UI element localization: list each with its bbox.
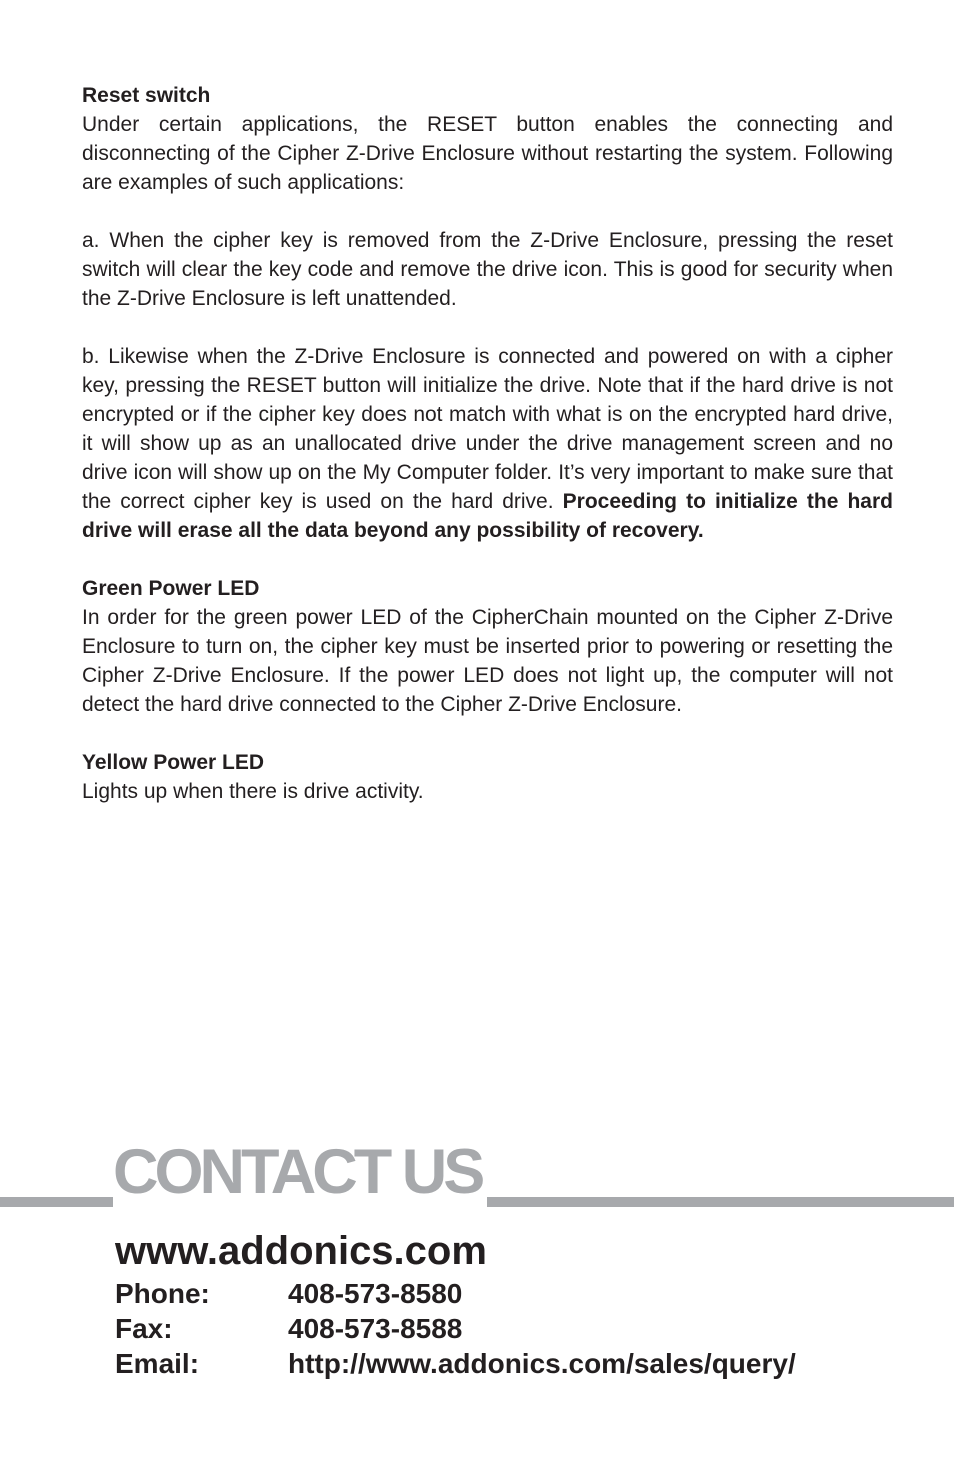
green-led-body: In order for the green power LED of the CipherChain mounted on the Cipher Z-Drive Enclosure to turn on, the cipher key must be inserted prior to powering or resetting the Cipher Z-Drive Enclosure. If the power LED does not light up, the computer will not detect the hard drive connected to the Cipher Z-Drive Enclosure. xyxy=(82,606,893,716)
reset-item-b-warning: Proceeding to initialize the hard drive will erase all the data beyond any possibility of recovery. xyxy=(82,490,893,542)
contact-row-email xyxy=(115,1346,935,1381)
yellow-led-heading: Yellow Power LED xyxy=(82,751,265,774)
email-label: Email: xyxy=(115,1348,200,1379)
spacer xyxy=(82,545,893,574)
manual-content xyxy=(82,81,893,806)
phone-value: 408-573-8580 xyxy=(288,1278,463,1309)
contact-details xyxy=(115,1226,935,1381)
spacer xyxy=(82,313,893,342)
reset-switch-heading: Reset switch xyxy=(82,84,211,107)
fax-label: Fax: xyxy=(115,1313,173,1344)
email-link[interactable]: http://www.addonics.com/sales/query/ xyxy=(288,1348,796,1379)
contact-row-fax xyxy=(115,1311,935,1346)
reset-switch-intro: Under certain applications, the RESET button enables the connecting and disconnecting of the Cipher Z-Drive Enclosure without restarting the system. Following are examples of such applications: xyxy=(82,113,893,194)
spacer xyxy=(82,719,893,748)
reset-item-a: a. When the cipher key is removed from the Z-Drive Enclosure, pressing the reset switch will clear the key code and remove the drive icon. This is good for security when the Z-Drive Enclosure is left unattended. xyxy=(82,229,893,310)
contact-title: CONTACT US xyxy=(113,1136,487,1208)
phone-label: Phone: xyxy=(115,1278,210,1309)
reset-item-b xyxy=(82,342,893,545)
reset-item-b-text: b. Likewise when the Z-Drive Enclosure is connected and powered on with a cipher key, pressing the RESET button will initialize the drive. Note that if the hard drive is not encrypted or if the cipher key does not match with what is on the encrypted hard drive, it will show up as an unallocated drive under the drive management screen and no drive icon will show up on the My Computer folder. It’s very important to make sure that the correct cipher key is used on the hard drive. xyxy=(82,345,893,513)
spacer xyxy=(82,197,893,226)
yellow-led-body: Lights up when there is drive activity. xyxy=(82,780,424,803)
fax-value: 408-573-8588 xyxy=(288,1313,463,1344)
contact-row-phone xyxy=(115,1276,935,1311)
green-led-heading: Green Power LED xyxy=(82,577,260,600)
website-link[interactable]: www.addonics.com xyxy=(115,1229,487,1273)
